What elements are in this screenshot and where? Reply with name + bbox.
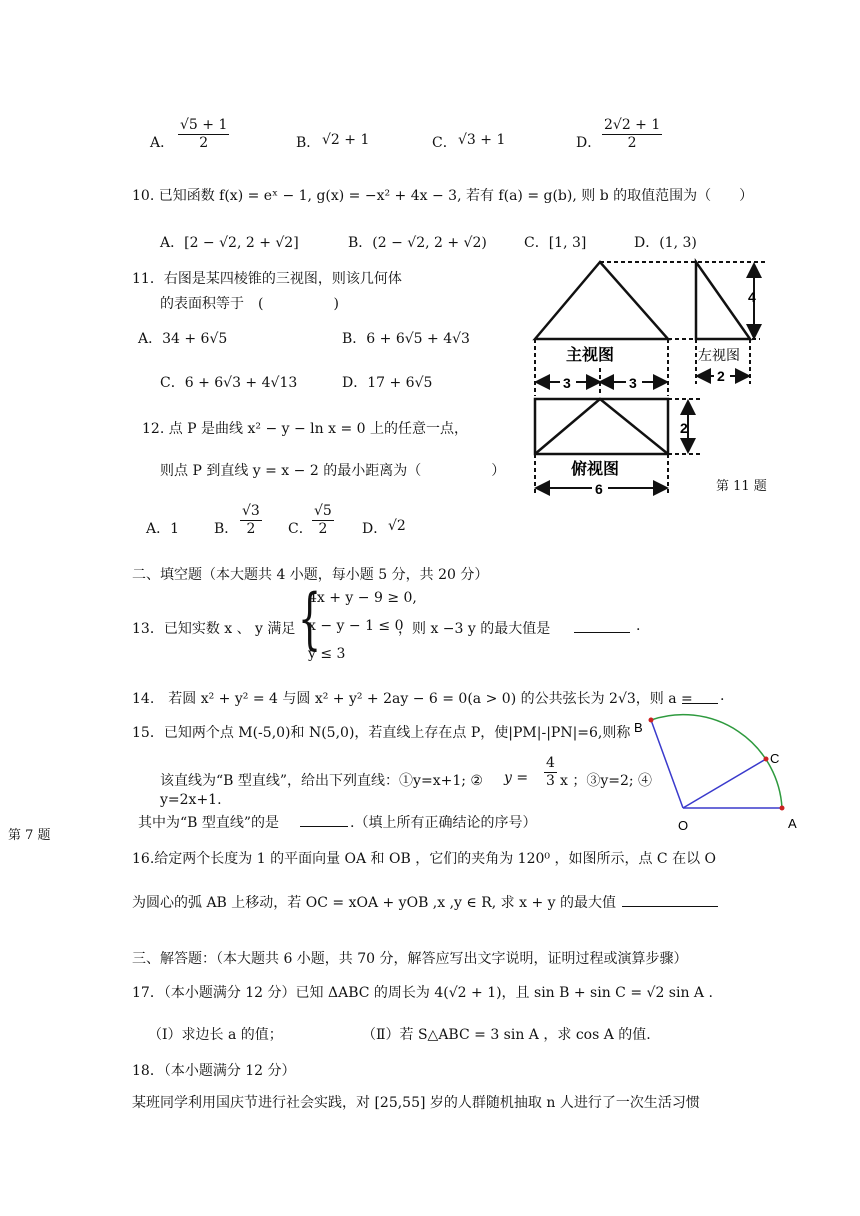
q13-brace: { bbox=[298, 580, 322, 657]
q14-end: . bbox=[720, 688, 725, 704]
q9-option-a-label: A． bbox=[150, 135, 175, 151]
q9-d-denominator: 2 bbox=[627, 134, 637, 151]
q9-option-d-label: D． bbox=[576, 135, 602, 151]
q11-three-view-figure bbox=[528, 256, 778, 498]
q12-c-numerator: √5 bbox=[314, 503, 332, 519]
q12-c-denominator: 2 bbox=[318, 520, 328, 537]
q12-option-c-label: C． bbox=[288, 521, 313, 537]
q18-line2: 某班同学利用国庆节进行社会实践，对 [25,55] 岁的人群随机抽取 n 人进行了一次生活习惯 bbox=[132, 1095, 700, 1111]
dim-2-side: 2 bbox=[717, 368, 725, 384]
q12-option-b-fraction bbox=[240, 504, 262, 536]
label-a: A bbox=[788, 816, 797, 831]
q15-line2-start: 该直线为“B 型直线”，给出下列直线：①y=x+1; ② bbox=[160, 773, 483, 789]
q12-option-d-label: D． bbox=[362, 521, 388, 537]
q9-option-c-label: C． bbox=[432, 135, 457, 151]
q9-options bbox=[150, 118, 670, 164]
q17-part2: （Ⅱ）若 S△ABC = 3 sin A ，求 cos A 的值. bbox=[362, 1027, 651, 1043]
q15-frac-denominator: 3 bbox=[546, 772, 555, 789]
point-a bbox=[780, 806, 785, 811]
label-c: C bbox=[770, 751, 780, 766]
segment-oc bbox=[683, 759, 766, 808]
q13-constraint-1: 4x + y − 9 ≥ 0, bbox=[308, 590, 417, 606]
q13-answer-blank bbox=[574, 632, 630, 633]
q14-text: 14. 若圆 x² + y² = 4 与圆 x² + y² + 2ay − 6 = 0(a > 0) 的公共弦长为 2√3，则 a = bbox=[132, 691, 693, 707]
side-view bbox=[696, 262, 750, 339]
q15-answer-blank bbox=[300, 826, 348, 827]
point-c bbox=[764, 757, 769, 762]
q11-option-b: B．6 + 6√5 + 4√3 bbox=[342, 331, 470, 347]
q15-fraction bbox=[544, 756, 557, 788]
q17-line1: 17．（本小题满分 12 分）已知 ΔABC 的周长为 4(√2 + 1)，且 sin B + sin C = √2 sin A . bbox=[132, 985, 713, 1001]
q10-option-d: D．(1, 3) bbox=[634, 235, 697, 251]
q10-option-c: C．[1, 3] bbox=[524, 235, 587, 251]
q15-frac-numerator: 4 bbox=[546, 755, 555, 771]
q10-option-b: B．(2 − √2, 2 + √2) bbox=[348, 235, 487, 251]
q15-line1: 15．已知两个点 M(-5,0)和 N(5,0)，若直线上存在点 P，使|PM|-|PN|=6,则称 bbox=[132, 725, 631, 741]
q16-line2: 为圆心的弧 AB 上移动，若 OC = xOA + yOB ,x ,y ∈ R, 求 x + y 的最大值 bbox=[132, 895, 617, 911]
q11-option-c: C．6 + 6√3 + 4√13 bbox=[160, 375, 298, 391]
q9-a-denominator: 2 bbox=[199, 134, 209, 151]
q10-option-a: A．[2 − √2, 2 + √2] bbox=[160, 235, 299, 251]
side-view-label: 左视图 bbox=[698, 347, 740, 363]
q9-option-a-fraction bbox=[178, 118, 229, 150]
q16-line1: 16.给定两个长度为 1 的平面向量 OA 和 OB ，它们的夹角为 120⁰ ，如图所示，点 C 在以 O bbox=[132, 851, 716, 867]
q15-line3: y=2x+1. bbox=[160, 792, 222, 808]
front-view bbox=[535, 262, 668, 339]
q9-a-numerator: √5 + 1 bbox=[180, 117, 228, 133]
label-o: O bbox=[678, 818, 689, 833]
q13-end: . bbox=[636, 618, 641, 634]
q13-constraint-2: x − y − 1 ≤ 0 bbox=[308, 618, 404, 634]
q12-option-c-fraction bbox=[312, 504, 334, 536]
q13-suffix: ，则 x −3 y 的最大值是 bbox=[398, 621, 551, 637]
q9-option-c-value: √3 + 1 bbox=[458, 132, 506, 148]
q11-stem-line1: 11．右图是某四棱锥的三视图，则该几何体 bbox=[132, 271, 402, 287]
q12-b-numerator: √3 bbox=[242, 503, 260, 519]
segment-ob bbox=[651, 720, 683, 808]
side-label-q7: 第 7 题 bbox=[8, 828, 51, 843]
q15-line4-end: .（填上所有正确结论的序号） bbox=[350, 815, 537, 831]
q13-prefix: 13．已知实数 x 、 y 满足 bbox=[132, 621, 296, 637]
dim-3-left: 3 bbox=[563, 375, 571, 391]
q15-line2 bbox=[160, 756, 660, 804]
dim-4-label: 4 bbox=[748, 289, 756, 305]
q9-d-numerator: 2√2 + 1 bbox=[604, 117, 661, 133]
q15-line4: 其中为“B 型直线”的是 bbox=[138, 815, 280, 831]
dim-6-label: 6 bbox=[595, 481, 603, 497]
label-b: B bbox=[634, 720, 643, 735]
q16-arc-figure bbox=[634, 710, 810, 834]
section-3-heading: 三、解答题：（本大题共 6 小题，共 70 分，解答应写出文字说明，证明过程或演算步骤） bbox=[132, 951, 688, 967]
q9-option-d-fraction bbox=[602, 118, 662, 150]
q15-line2-end: x ；③y=2; ④ bbox=[560, 773, 653, 789]
q9-option-b-value: √2 + 1 bbox=[322, 132, 370, 148]
dim-2-top: 2 bbox=[680, 420, 688, 436]
q17-part1: （Ⅰ）求边长 a 的值； bbox=[148, 1027, 283, 1043]
q10-stem: 10. 已知函数 f(x) = eˣ − 1, g(x) = −x² + 4x − 3, 若有 f(a) = g(b), 则 b 的取值范围为（ ） bbox=[132, 188, 754, 204]
q11-figure-caption: 第 11 题 bbox=[716, 479, 767, 494]
q12-line2: 则点 P 到直线 y = x − 2 的最小距离为（ ） bbox=[160, 463, 506, 479]
q12-option-b-label: B． bbox=[214, 521, 239, 537]
q12-stem: 12. 点 P 是曲线 x² − y − ln x = 0 上的任意一点， bbox=[142, 421, 468, 437]
dim-3-right: 3 bbox=[629, 375, 637, 391]
top-view bbox=[535, 399, 668, 454]
q11-stem-line2: 的表面积等于 ( ) bbox=[160, 296, 339, 312]
front-view-label: 主视图 bbox=[566, 347, 615, 364]
q12-option-a: A．1 bbox=[146, 521, 180, 537]
q16-answer-blank bbox=[622, 906, 718, 907]
q18-line1: 18．（本小题满分 12 分） bbox=[132, 1063, 296, 1079]
q12-b-denominator: 2 bbox=[246, 520, 256, 537]
point-b bbox=[649, 718, 654, 723]
q9-option-b-label: B． bbox=[296, 135, 321, 151]
top-view-label: 俯视图 bbox=[571, 461, 620, 478]
section-2-heading: 二、填空题（本大题共 4 小题，每小题 5 分，共 20 分） bbox=[132, 567, 489, 583]
q11-option-a: A．34 + 6√5 bbox=[138, 331, 228, 347]
q12-options bbox=[146, 504, 426, 550]
q12-option-d-value: √2 bbox=[388, 518, 406, 534]
q15-y-equals: y = bbox=[504, 770, 529, 786]
q11-option-d: D．17 + 6√5 bbox=[342, 375, 433, 391]
q13-constraint-3: y ≤ 3 bbox=[308, 646, 346, 662]
q14-answer-blank bbox=[682, 703, 718, 704]
